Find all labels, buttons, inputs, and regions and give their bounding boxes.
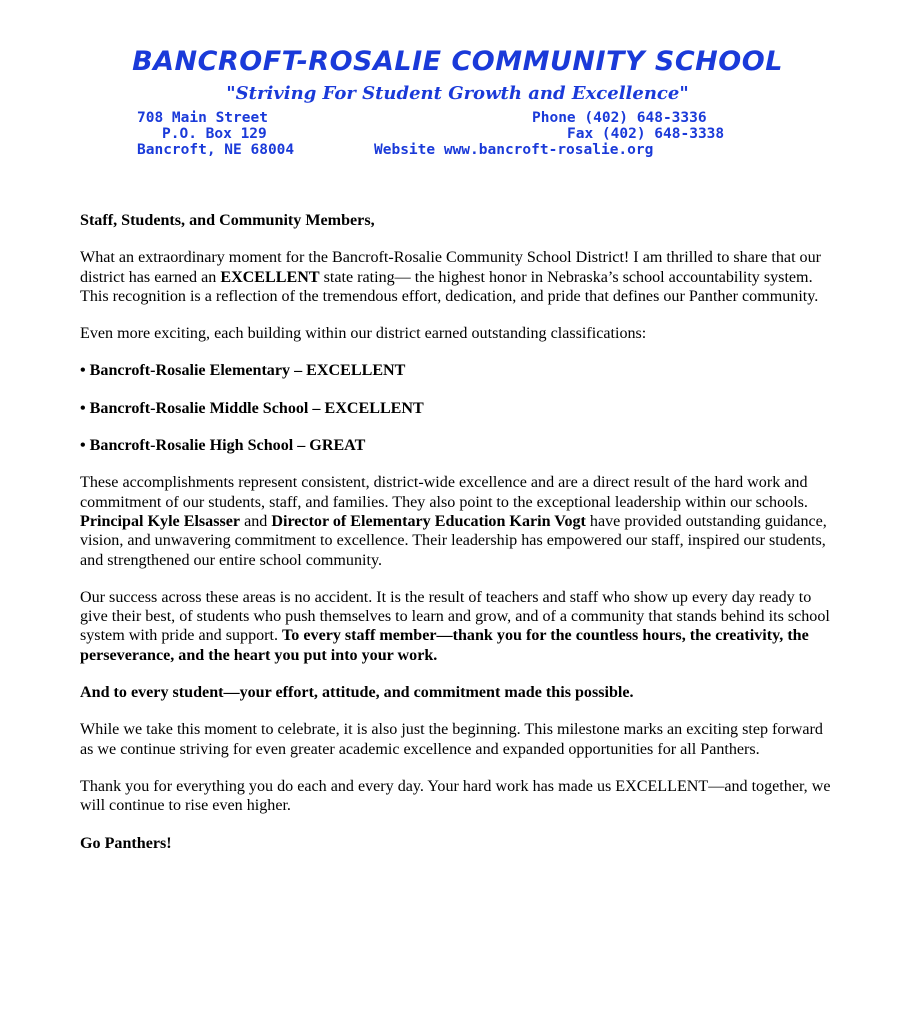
paragraph-2: Even more exciting, each building within our district earned outstanding classifications: bbox=[80, 325, 647, 343]
po-box: P.O. Box 129 bbox=[162, 126, 267, 142]
school-name: BANCROFT-ROSALIE COMMUNITY SCHOOL bbox=[132, 46, 783, 77]
bullet-middle-school: • Bancroft-Rosalie Middle School – EXCELLENT bbox=[80, 399, 424, 417]
paragraph-4: Our success across these areas is no accident. It is the result of teachers and staff who show up every day ready to give their best, of students who push themselves to learn and grow, and of a community that stands behind its school system with pride and support. To every staff member—thank you for the countless hours, the creativity, the perseverance, and the heart you put into your work. bbox=[80, 588, 830, 664]
letter-body bbox=[80, 211, 840, 871]
bullet-elementary: • Bancroft-Rosalie Elementary – EXCELLENT bbox=[80, 362, 406, 380]
fax-number: Fax (402) 648-3338 bbox=[567, 126, 725, 142]
paragraph-3: These accomplishments represent consistent, district-wide excellence and are a direct result of the hard work and commitment of our students, staff, and families. They also point to the exceptional leadership within our schools. Principal Kyle Elsasser and Director of Elementary Education Karin Vogt have provided outstanding guidance, vision, and unwavering commitment to excellence. Their leadership has empowered our staff, inspired our students, and strengthened our entire school community. bbox=[80, 474, 827, 569]
salutation: Staff, Students, and Community Members, bbox=[80, 212, 375, 229]
website: Website www.bancroft-rosalie.org bbox=[374, 142, 654, 158]
paragraph-1: What an extraordinary moment for the Bancroft-Rosalie Community School District! I am thrilled to share that our district has earned an EXCELLENT state rating— the highest honor in Nebraska’s school accountability system. This recognition is a reflection of the tremendous effort, dedication, and pride that defines our Panther community. bbox=[80, 249, 822, 305]
paragraph-6: While we take this moment to celebrate, it is also just the beginning. This milestone marks an exciting step forward as we continue striving for even greater academic excellence and expanded opportunities for all Panthers. bbox=[80, 721, 823, 758]
closing: Go Panthers! bbox=[80, 834, 172, 852]
street-address: 708 Main Street bbox=[137, 110, 268, 126]
phone-number: Phone (402) 648-3336 bbox=[532, 110, 707, 126]
city-state-zip: Bancroft, NE 68004 bbox=[137, 142, 295, 158]
bullet-high-school: • Bancroft-Rosalie High School – GREAT bbox=[80, 437, 366, 455]
school-motto: "Striving For Student Growth and Excellence" bbox=[226, 83, 689, 104]
paragraph-7: Thank you for everything you do each and every day. Your hard work has made us EXCELLENT—and together, we will continue to rise even higher. bbox=[80, 777, 831, 815]
paragraph-5: And to every student—your effort, attitude, and commitment made this possible. bbox=[80, 684, 634, 702]
